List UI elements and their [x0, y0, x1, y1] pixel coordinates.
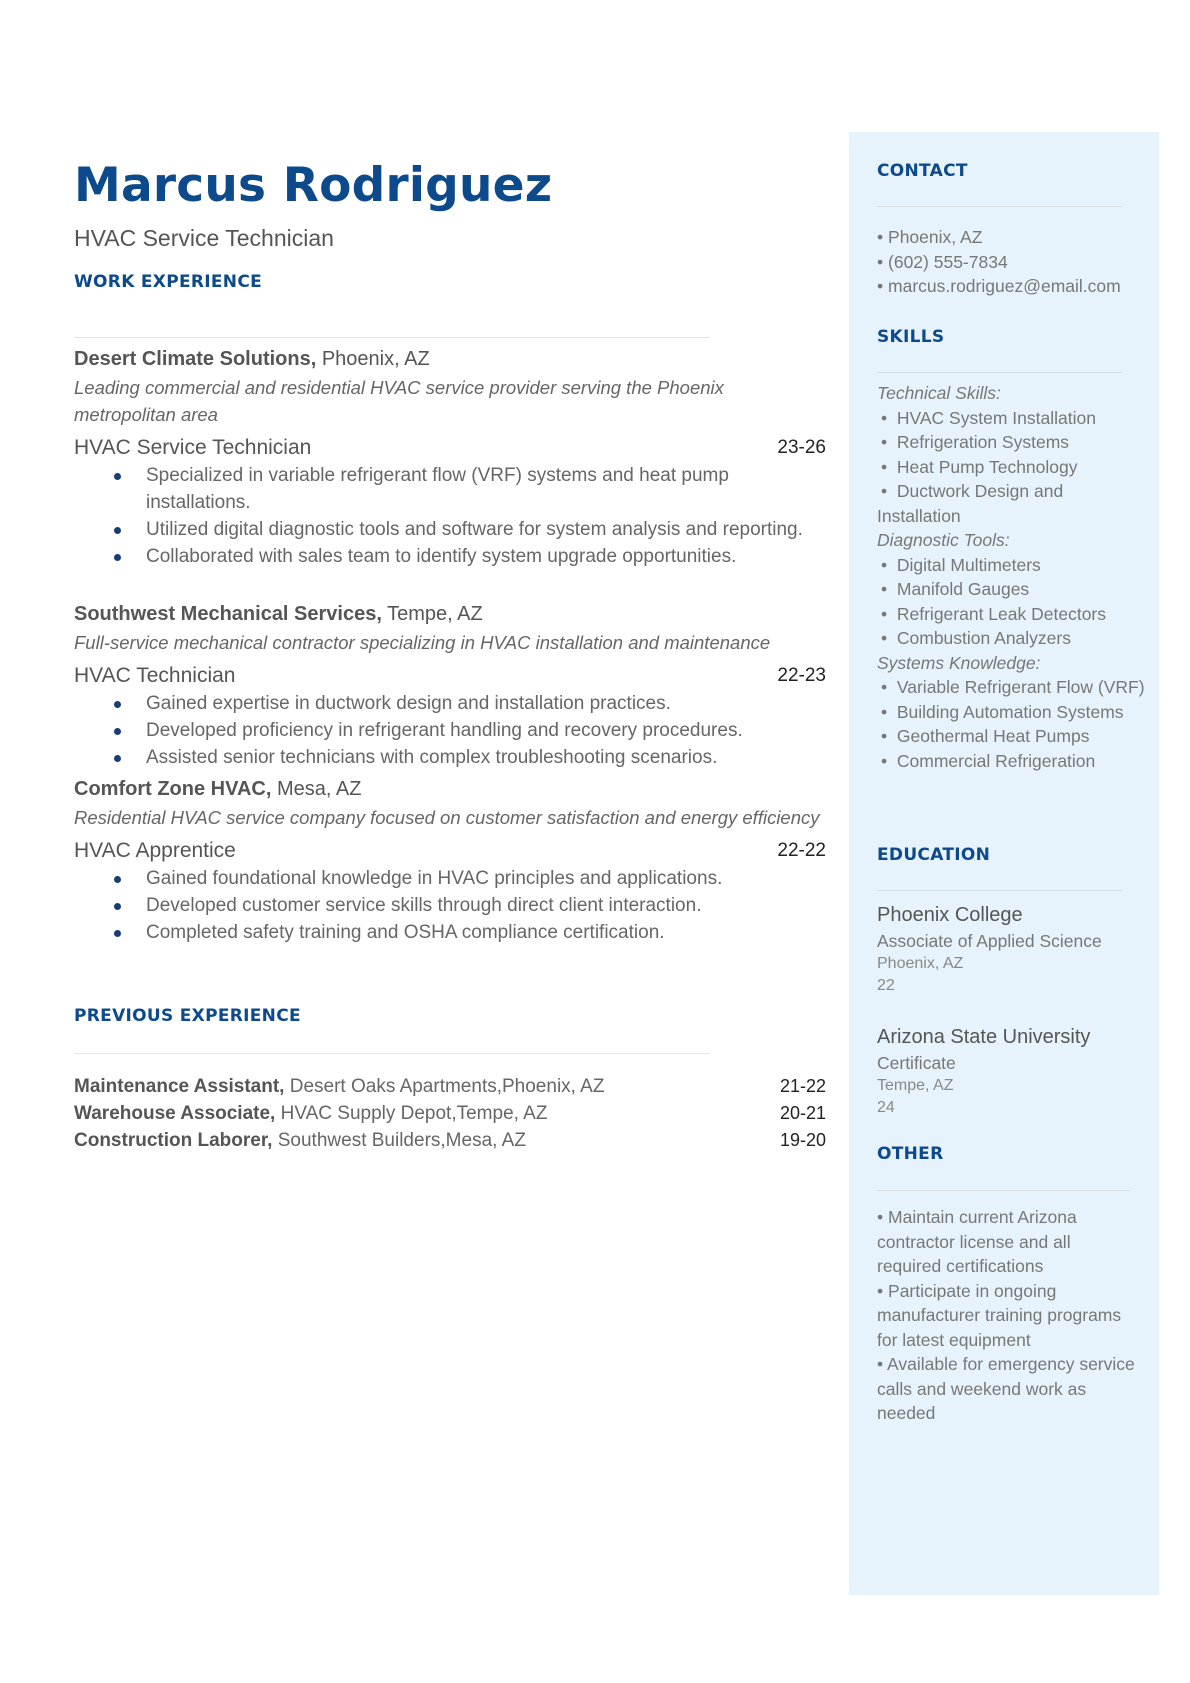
contact-email: • marcus.rodriguez@email.com [877, 276, 1121, 296]
job-bullets [74, 462, 826, 570]
list-item [74, 1073, 826, 1100]
list-item: • Maintain current Arizona contractor license and all required certifications [877, 1207, 1077, 1276]
work-experience-heading: WORK EXPERIENCE [74, 272, 263, 292]
skill-item: • Building Automation Systems [881, 701, 1124, 722]
bullet-icon: • [877, 276, 884, 296]
list-item [74, 865, 826, 892]
list-item: • Available for emergency service calls and weekend work as needed [877, 1354, 1135, 1423]
bullet-icon: • [877, 1280, 884, 1301]
list-item [74, 516, 826, 543]
skill-item: • Variable Refrigerant Flow (VRF) [881, 677, 1145, 697]
skill-category: Technical Skills: [877, 383, 1001, 403]
candidate-title: HVAC Service Technician [74, 225, 334, 251]
school-name: Phoenix College [877, 904, 1023, 926]
list-item [74, 1100, 826, 1127]
bullet-icon [114, 527, 121, 534]
company-line [74, 346, 826, 373]
bullet-icon: • [881, 579, 888, 599]
bullet-text: Completed safety training and OSHA compliance certification. [146, 922, 665, 943]
skill-item: • Heat Pump Technology [881, 456, 1078, 477]
bullet-icon: • [881, 432, 888, 452]
bullet-icon: • [881, 628, 888, 648]
job-dates: 22-22 [777, 840, 826, 861]
other-list [877, 1205, 1139, 1426]
job-title-row [74, 837, 826, 865]
sidebar [849, 132, 1159, 1595]
previous-role: Warehouse Associate, [74, 1103, 276, 1124]
bullet-icon [114, 554, 121, 561]
skill-item: • Geothermal Heat Pumps [881, 726, 1090, 746]
skill-item: • Digital Multimeters [881, 554, 1041, 575]
bullet-text: Gained expertise in ductwork design and installation practices. [146, 693, 671, 714]
list-item [74, 744, 826, 771]
degree: Associate of Applied Science [877, 931, 1102, 951]
previous-dates: 20-21 [779, 1103, 826, 1123]
list-item [74, 462, 826, 516]
job-bullets [74, 690, 826, 771]
bullet-icon: • [881, 677, 888, 697]
divider [74, 1053, 710, 1054]
previous-dates: 19-20 [779, 1130, 826, 1150]
company-name: Southwest Mechanical Services, [74, 603, 382, 625]
company-name: Comfort Zone HVAC, [74, 778, 272, 800]
bullet-icon: • [877, 227, 884, 247]
list-item [74, 1127, 826, 1154]
other-heading: OTHER [877, 1144, 944, 1164]
job-bullets [74, 865, 826, 946]
list-item [74, 919, 826, 946]
bullet-icon [114, 728, 121, 735]
education-year: 22 [877, 977, 895, 994]
company-name: Desert Climate Solutions, [74, 348, 317, 370]
previous-place: HVAC Supply Depot,Tempe, AZ [280, 1103, 548, 1124]
company-line [74, 601, 826, 628]
bullet-icon: • [877, 1207, 884, 1227]
company-description: Residential HVAC service company focused on customer satisfaction and energy efficiency [74, 807, 820, 828]
skill-category: Systems Knowledge: [877, 652, 1041, 673]
list-item [74, 717, 826, 744]
contact-list [877, 225, 1147, 299]
bullet-text: Developed customer service skills through direct client interaction. [146, 895, 702, 916]
bullet-text: Assisted senior technicians with complex troubleshooting scenarios. [146, 747, 718, 768]
bullet-icon: • [877, 1354, 884, 1374]
candidate-name: Marcus Rodriguez [74, 158, 553, 213]
skill-category: Diagnostic Tools: [877, 530, 1010, 550]
previous-experience-heading: PREVIOUS EXPERIENCE [74, 1006, 301, 1026]
job-entry [74, 776, 826, 946]
company-line [74, 776, 826, 803]
bullet-icon: • [881, 456, 888, 477]
job-entry [74, 346, 826, 570]
contact-phone: • (602) 555-7834 [877, 251, 1008, 272]
previous-role: Maintenance Assistant, [74, 1076, 285, 1097]
previous-place: Southwest Builders,Mesa, AZ [277, 1130, 526, 1151]
list-item [74, 543, 826, 570]
skill-item: • Ductwork Design and Installation [877, 481, 1064, 526]
job-entry [74, 601, 826, 771]
divider [877, 372, 1122, 373]
skill-item: • Refrigerant Leak Detectors [881, 603, 1107, 624]
company-location: Phoenix, AZ [321, 348, 430, 370]
bullet-icon: • [881, 481, 888, 501]
bullet-icon [114, 876, 121, 883]
company-description: Leading commercial and residential HVAC service provider serving the Phoenix metropolitan area [74, 377, 724, 425]
bullet-icon [114, 473, 121, 480]
degree: Certificate [877, 1053, 956, 1073]
education-year: 24 [877, 1099, 895, 1116]
contact-location: • Phoenix, AZ [877, 227, 983, 247]
education-location: Phoenix, AZ [877, 955, 964, 972]
skill-item: • Refrigeration Systems [881, 432, 1070, 452]
divider [877, 1190, 1130, 1191]
divider [877, 206, 1122, 207]
skill-item: • Manifold Gauges [881, 579, 1030, 599]
skills-list [877, 381, 1147, 773]
contact-heading: CONTACT [877, 161, 968, 181]
job-title: HVAC Apprentice [74, 839, 236, 862]
education-entry [877, 902, 1147, 997]
skills-heading: SKILLS [877, 327, 945, 347]
job-title-row [74, 434, 826, 462]
bullet-icon: • [881, 726, 888, 746]
list-item: • Participate in ongoing manufacturer training programs for latest equipment [877, 1280, 1122, 1350]
previous-place: Desert Oaks Apartments,Phoenix, AZ [289, 1076, 605, 1097]
previous-dates: 21-22 [779, 1076, 826, 1096]
previous-role: Construction Laborer, [74, 1130, 273, 1151]
bullet-icon: • [881, 701, 888, 722]
divider [74, 337, 710, 338]
skill-item: • Combustion Analyzers [881, 628, 1071, 648]
bullet-text: Developed proficiency in refrigerant handling and recovery procedures. [146, 720, 743, 741]
bullet-text: Gained foundational knowledge in HVAC principles and applications. [146, 868, 723, 889]
bullet-text: Collaborated with sales team to identify system upgrade opportunities. [146, 546, 737, 567]
bullet-icon: • [881, 603, 888, 624]
company-location: Tempe, AZ [387, 603, 483, 625]
education-entry [877, 1024, 1147, 1119]
bullet-icon [114, 903, 121, 910]
job-title: HVAC Technician [74, 664, 236, 687]
company-location: Mesa, AZ [276, 778, 362, 800]
skill-item: • Commercial Refrigeration [881, 750, 1096, 771]
school-name: Arizona State University [877, 1026, 1091, 1048]
bullet-text: Specialized in variable refrigerant flow (VRF) systems and heat pump installations. [146, 465, 729, 513]
education-heading: EDUCATION [877, 845, 991, 865]
education-location: Tempe, AZ [877, 1077, 954, 1094]
divider [877, 890, 1122, 891]
job-dates: 23-26 [777, 437, 826, 458]
list-item [74, 690, 826, 717]
job-dates: 22-23 [777, 665, 826, 686]
previous-experience-list [74, 1073, 826, 1154]
skill-item: • HVAC System Installation [881, 407, 1096, 428]
list-item [74, 892, 826, 919]
bullet-icon [114, 930, 121, 937]
bullet-icon: • [881, 554, 888, 575]
job-title-row [74, 662, 826, 690]
bullet-icon [114, 701, 121, 708]
bullet-icon [114, 755, 121, 762]
company-description: Full-service mechanical contractor specializing in HVAC installation and maintenance [74, 632, 771, 653]
bullet-icon: • [877, 251, 884, 272]
bullet-text: Utilized digital diagnostic tools and software for system analysis and reporting. [146, 519, 803, 540]
bullet-icon: • [881, 407, 888, 428]
bullet-icon: • [881, 750, 888, 771]
job-title: HVAC Service Technician [74, 436, 312, 459]
